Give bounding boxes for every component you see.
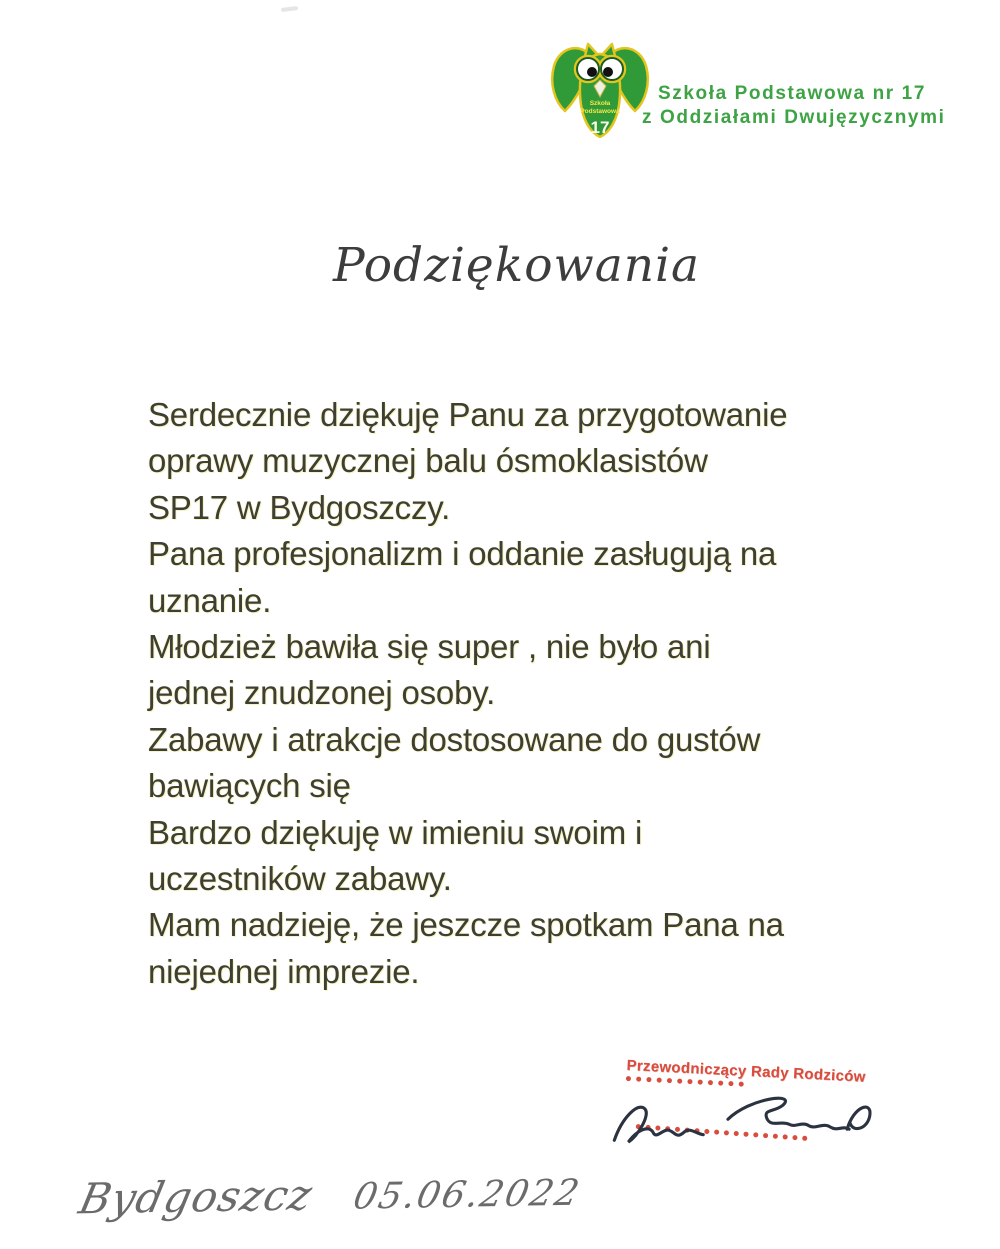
- letter-line: SP17 w Bydgoszczy.: [148, 488, 451, 526]
- letter-line: bawiących się: [148, 767, 351, 805]
- page-title: Podziękowania: [333, 238, 701, 293]
- letter-line: uznanie.: [148, 581, 272, 619]
- footer-location: Bydgoszcz: [74, 1170, 318, 1224]
- school-name: [642, 82, 946, 130]
- letter-line: niejednej imprezie.: [148, 952, 420, 990]
- letter-line: oprawy muzycznej balu ósmoklasistów: [148, 442, 708, 480]
- footer-date: 05.06.2022: [349, 1172, 585, 1218]
- owl-logo-icon: [548, 42, 652, 138]
- stamp-title: Przewodniczący Rady Rodziców: [626, 1057, 867, 1086]
- owl-label-line2: Podstawowa: [580, 108, 620, 115]
- school-name-line1: Szkoła Podstawowa nr 17: [657, 83, 927, 104]
- owl-label-line1: Szkoła: [589, 100, 611, 107]
- letter-line: uczestników zabawy.: [148, 860, 452, 898]
- letter-line: jednej znudzonej osoby.: [148, 674, 496, 712]
- school-name-line2: z Oddziałami Dwujęzycznymi: [642, 107, 946, 128]
- letter-body: [148, 392, 868, 995]
- owl-number: 17: [590, 118, 610, 137]
- scan-smudge: [281, 6, 298, 12]
- handwritten-footer: [74, 1166, 585, 1224]
- letter-line: Młodzież bawiła się super , nie było ani: [148, 628, 711, 666]
- handwritten-signature: [603, 1084, 884, 1159]
- letter-line: Mam nadzieję, że jeszcze spotkam Pana na: [148, 906, 784, 944]
- letter-line: Serdecznie dziękuję Panu za przygotowanie: [148, 396, 788, 433]
- letter-line: Bardzo dziękuję w imieniu swoim i: [148, 813, 643, 851]
- letter-line: Zabawy i atrakcje dostosowane do gustów: [148, 720, 761, 758]
- letter-line: Pana profesjonalizm i oddanie zasługują na: [148, 535, 777, 573]
